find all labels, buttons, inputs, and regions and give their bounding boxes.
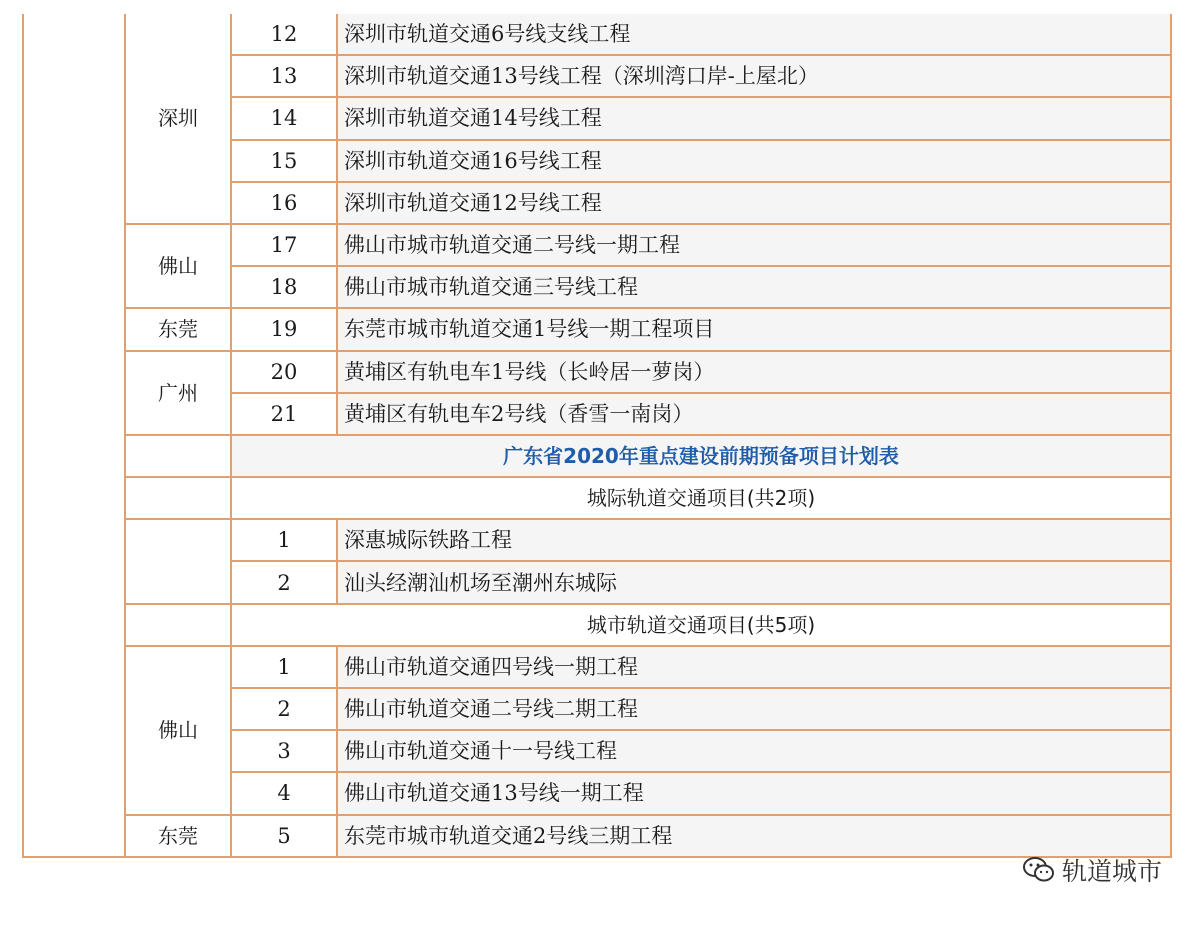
project-name: 汕头经潮汕机场至潮州东城际 bbox=[337, 561, 1171, 603]
project-name: 佛山市城市轨道交通三号线工程 bbox=[337, 266, 1171, 308]
project-name: 佛山市轨道交通二号线二期工程 bbox=[337, 688, 1171, 730]
project-name: 深圳市轨道交通12号线工程 bbox=[337, 182, 1171, 224]
project-name: 深圳市轨道交通6号线支线工程 bbox=[337, 14, 1171, 55]
table-row bbox=[23, 351, 1171, 393]
city-cell: 东莞 bbox=[125, 815, 231, 857]
row-number: 13 bbox=[231, 55, 337, 97]
row-number: 19 bbox=[231, 308, 337, 350]
blank-cell bbox=[125, 604, 231, 646]
row-number: 14 bbox=[231, 97, 337, 139]
project-name: 深圳市轨道交通14号线工程 bbox=[337, 97, 1171, 139]
row-number: 3 bbox=[231, 730, 337, 772]
project-name: 佛山市轨道交通十一号线工程 bbox=[337, 730, 1171, 772]
table-row bbox=[23, 477, 1171, 519]
category-heading: 城际轨道交通项目(共2项) bbox=[231, 477, 1171, 519]
row-number: 2 bbox=[231, 688, 337, 730]
project-name: 佛山市城市轨道交通二号线一期工程 bbox=[337, 224, 1171, 266]
project-table bbox=[22, 14, 1172, 858]
city-cell: 佛山 bbox=[125, 224, 231, 308]
row-number: 1 bbox=[231, 519, 337, 561]
table-row bbox=[23, 604, 1171, 646]
city-cell: 深圳 bbox=[125, 14, 231, 224]
blank-cell bbox=[125, 435, 231, 477]
left-margin bbox=[23, 14, 125, 857]
table-row bbox=[23, 646, 1171, 688]
table-row bbox=[23, 435, 1171, 477]
row-number: 4 bbox=[231, 772, 337, 814]
row-number: 20 bbox=[231, 351, 337, 393]
project-name: 黄埔区有轨电车1号线（长岭居一萝岗） bbox=[337, 351, 1171, 393]
wechat-icon bbox=[1022, 855, 1056, 885]
watermark-text: 轨道城市 bbox=[1061, 857, 1162, 886]
category-heading: 城市轨道交通项目(共5项) bbox=[231, 604, 1171, 646]
row-number: 12 bbox=[231, 14, 337, 55]
project-name: 深圳市轨道交通16号线工程 bbox=[337, 140, 1171, 182]
row-number: 5 bbox=[231, 815, 337, 857]
table-row bbox=[23, 224, 1171, 266]
table-row bbox=[23, 519, 1171, 561]
table-row bbox=[23, 815, 1171, 857]
plan-title: 广东省2020年重点建设前期预备项目计划表 bbox=[231, 435, 1171, 477]
blank-cell bbox=[125, 477, 231, 519]
project-name: 黄埔区有轨电车2号线（香雪一南岗） bbox=[337, 393, 1171, 435]
table-row bbox=[23, 308, 1171, 350]
row-number: 21 bbox=[231, 393, 337, 435]
city-cell: 佛山 bbox=[125, 646, 231, 815]
city-cell: 东莞 bbox=[125, 308, 231, 350]
row-number: 1 bbox=[231, 646, 337, 688]
row-number: 15 bbox=[231, 140, 337, 182]
row-number: 17 bbox=[231, 224, 337, 266]
project-name: 佛山市轨道交通13号线一期工程 bbox=[337, 772, 1171, 814]
table-row bbox=[23, 14, 1171, 55]
wechat-watermark bbox=[1022, 852, 1162, 888]
row-number: 18 bbox=[231, 266, 337, 308]
blank-cell bbox=[125, 519, 231, 603]
project-name: 东莞市城市轨道交通1号线一期工程项目 bbox=[337, 308, 1171, 350]
project-name: 深惠城际铁路工程 bbox=[337, 519, 1171, 561]
row-number: 16 bbox=[231, 182, 337, 224]
project-name: 佛山市轨道交通四号线一期工程 bbox=[337, 646, 1171, 688]
project-name: 深圳市轨道交通13号线工程（深圳湾口岸-上屋北） bbox=[337, 55, 1171, 97]
row-number: 2 bbox=[231, 561, 337, 603]
project-name: 东莞市城市轨道交通2号线三期工程 bbox=[337, 815, 1171, 857]
city-cell: 广州 bbox=[125, 351, 231, 435]
